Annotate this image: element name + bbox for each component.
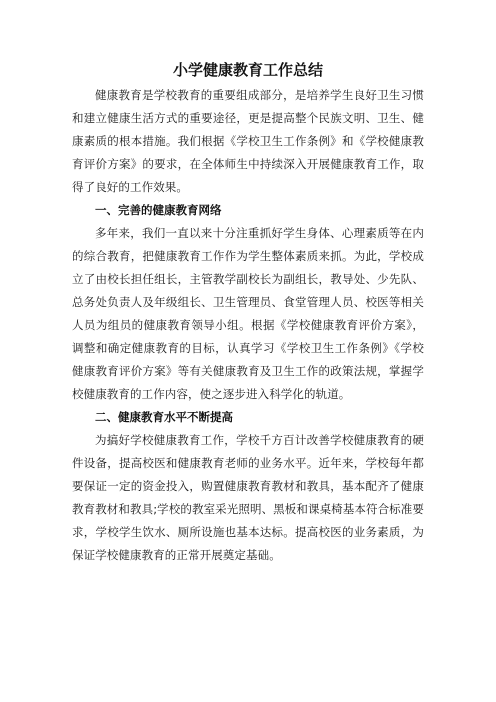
document-page xyxy=(72,60,424,567)
section-1 xyxy=(72,199,424,406)
section-body: 为搞好学校健康教育工作，学校千方百计改善学校健康教育的硬件设备，提高校医和健康教育老师的业务水平。近年来，学校每年都要保证一定的资金投入，购置健康教育教材和教具，基本配齐了健康教育教材和教具;学校的教室采光照明、黑板和课桌椅基本符合标准要求，学校学生饮水、厕所设施也基本达标。提高校医的业务素质，为保证学校健康教育的正常开展奠定基础。 xyxy=(72,433,424,562)
intro-paragraph: 健康教育是学校教育的重要组成部分，是培养学生良好卫生习惯和建立健康生活方式的重要途径，更是提高整个民族文明、卫生、健康素质的根本措施。我们根据《学校卫生工作条例》和《学校健康教育评价方案》的要求，在全体师生中持续深入开展健康教育工作，取得了良好的工作效果。 xyxy=(72,88,424,194)
section-2 xyxy=(72,406,424,567)
section-heading: 二、健康教育水平不断提高 xyxy=(95,410,233,424)
document-title: 小学健康教育工作总结 xyxy=(172,61,323,79)
section-heading: 一、完善的健康教育网络 xyxy=(95,203,222,217)
section-body: 多年来，我们一直以来十分注重抓好学生身体、心理素质等在内的综合教育，把健康教育工作作为学生整体素质来抓。为此，学校成立了由校长担任组长，主管教学副校长为副组长，教导处、少先队、总务处负责人及年级组长、卫生管理员、食堂管理人员、校医等相关人员为组员的健康教育领导小组。根据《学校健康教育评价方案》，调整和确定健康教育的目标，认真学习《学校卫生工作条例》《学校健康教育评价方案》等有关健康教育及卫生工作的政策法规，掌握学校健康教育的工作内容，使之逐步进入科学化的轨道。 xyxy=(72,226,424,401)
